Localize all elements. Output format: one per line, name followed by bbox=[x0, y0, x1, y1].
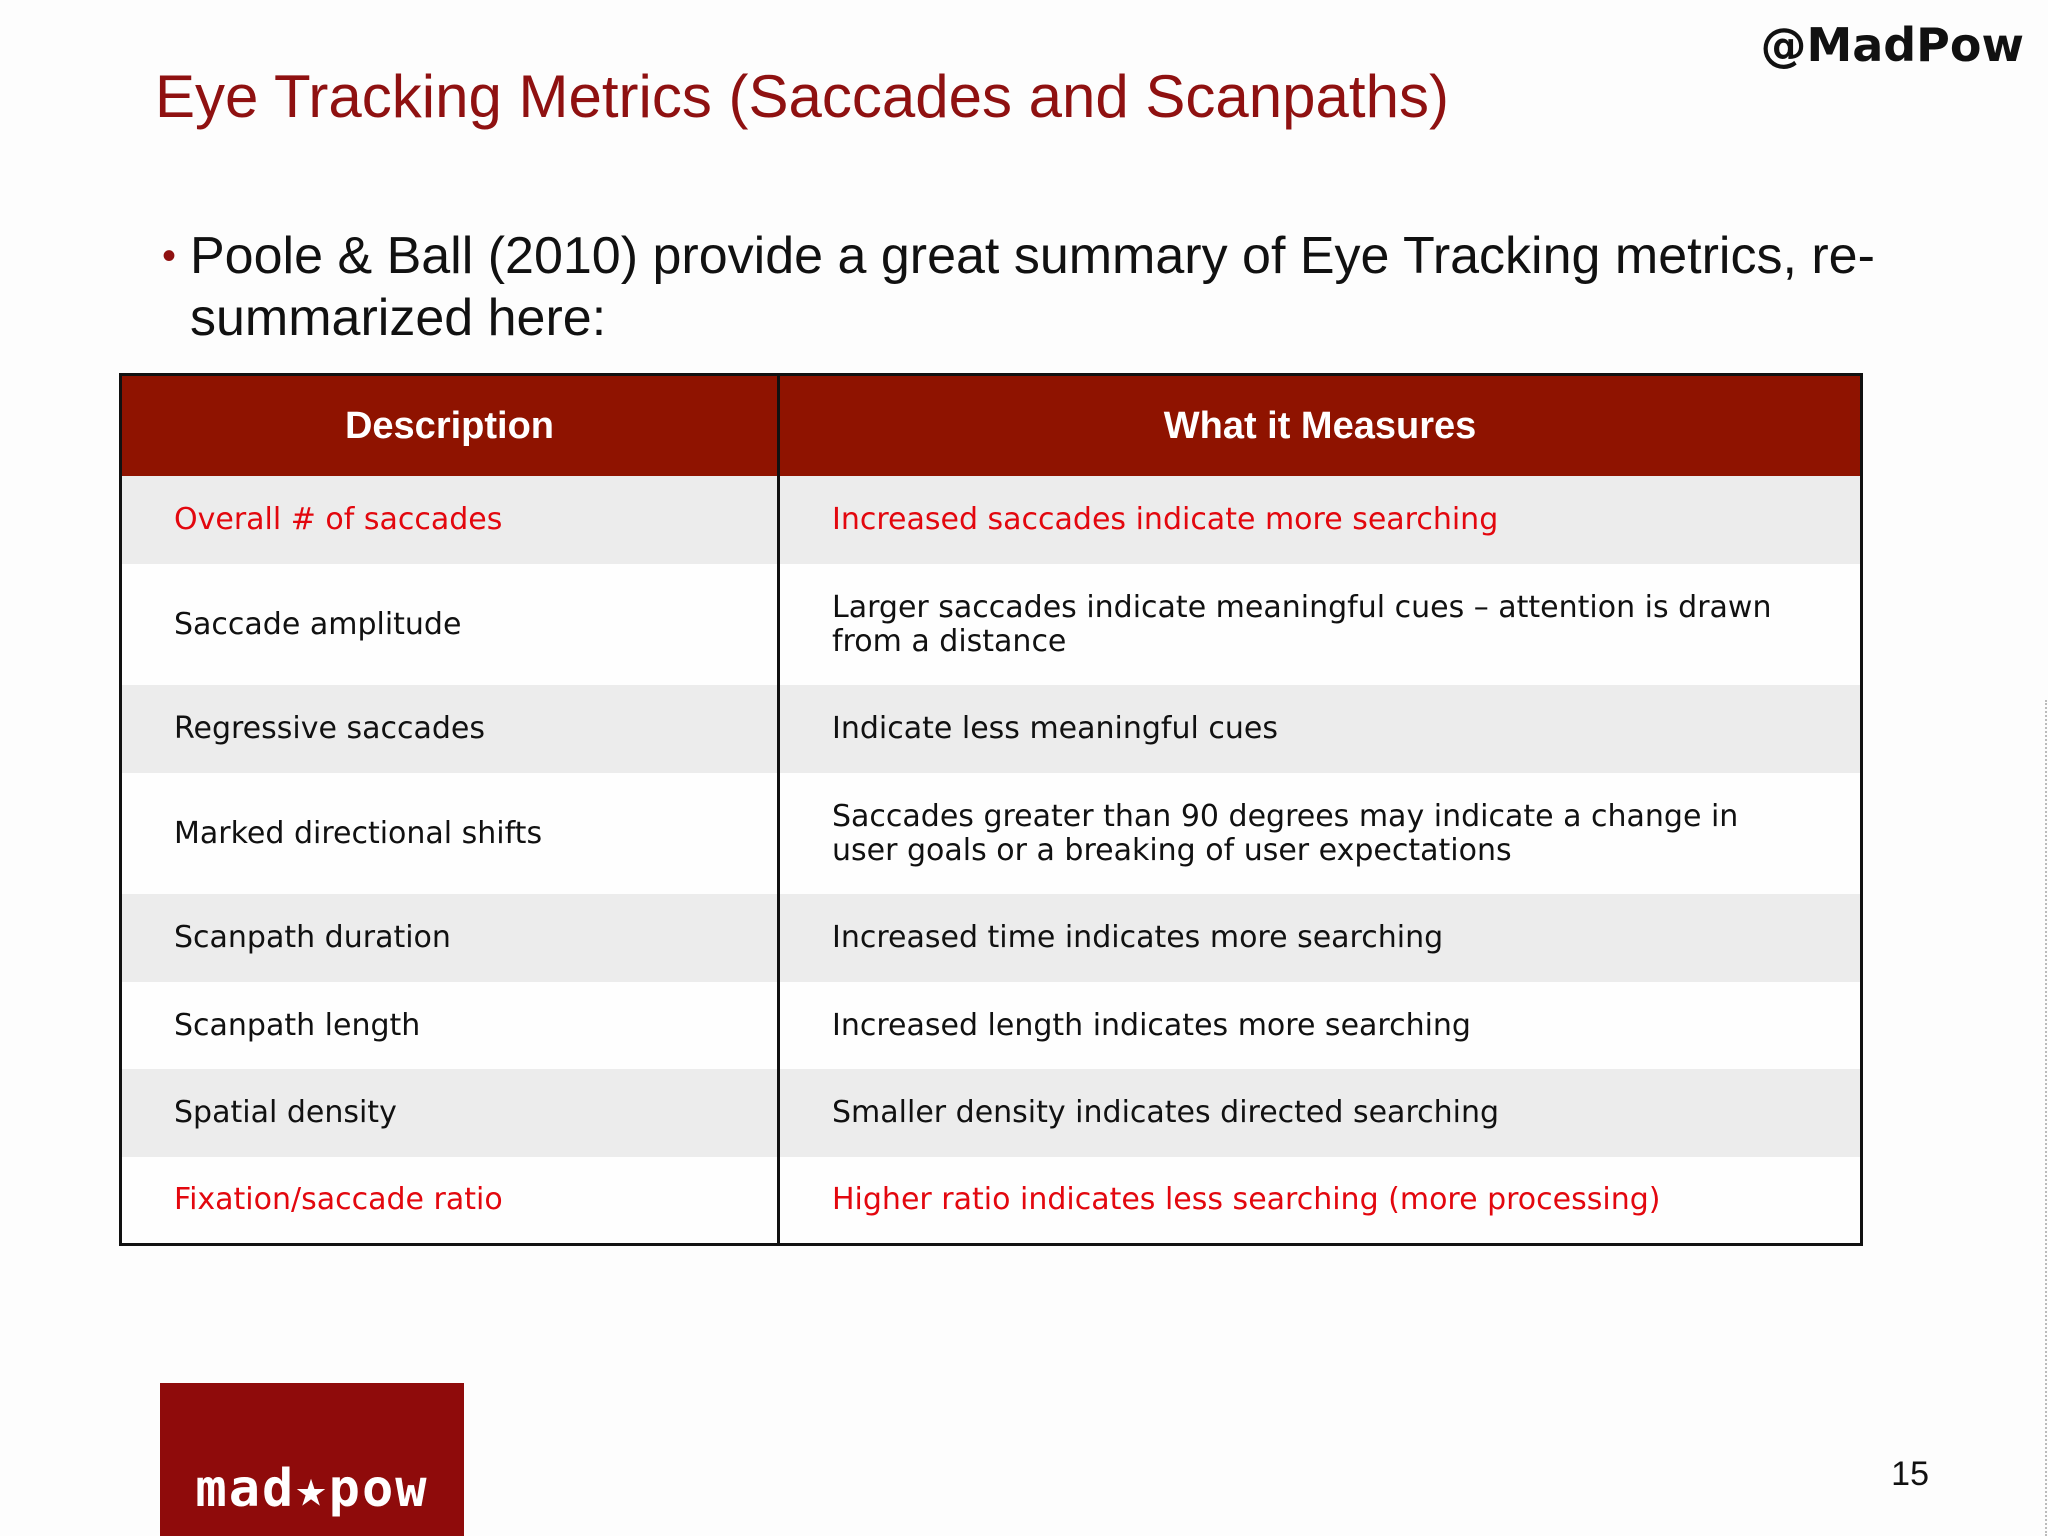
cell-measures: Higher ratio indicates less searching (more processing) bbox=[779, 1157, 1862, 1244]
table-header-row bbox=[121, 375, 1862, 477]
cell-measures: Indicate less meaningful cues bbox=[779, 685, 1862, 773]
twitter-handle: @MadPow bbox=[1760, 18, 2024, 72]
table-row bbox=[121, 564, 1862, 685]
header-description: Description bbox=[121, 375, 779, 477]
cell-description: Spatial density bbox=[121, 1069, 779, 1157]
cell-measures: Saccades greater than 90 degrees may indicate a change in user goals or a breaking of user expectations bbox=[779, 773, 1862, 894]
cell-description: Scanpath duration bbox=[121, 894, 779, 982]
cell-description: Marked directional shifts bbox=[121, 773, 779, 894]
cell-measures: Increased time indicates more searching bbox=[779, 894, 1862, 982]
header-what-it-measures: What it Measures bbox=[779, 375, 1862, 477]
madpow-logo bbox=[160, 1383, 464, 1536]
cell-description: Saccade amplitude bbox=[121, 564, 779, 685]
cell-measures: Increased saccades indicate more searching bbox=[779, 476, 1862, 564]
slide-title: Eye Tracking Metrics (Saccades and Scanpaths) bbox=[155, 63, 1449, 130]
page-number: 15 bbox=[1891, 1455, 1929, 1493]
table-row bbox=[121, 982, 1862, 1069]
cell-description: Fixation/saccade ratio bbox=[121, 1157, 779, 1244]
metrics-table bbox=[119, 373, 1863, 1246]
bullet-text: Poole & Ball (2010) provide a great summary of Eye Tracking metrics, re-summarized here: bbox=[190, 227, 1875, 347]
cell-description: Overall # of saccades bbox=[121, 476, 779, 564]
table-row bbox=[121, 773, 1862, 894]
page-edge-divider bbox=[2045, 700, 2047, 1536]
table-row bbox=[121, 1157, 1862, 1244]
cell-measures: Smaller density indicates directed searching bbox=[779, 1069, 1862, 1157]
bullet-point bbox=[162, 225, 1882, 349]
cell-measures: Larger saccades indicate meaningful cues – attention is drawn from a distance bbox=[779, 564, 1862, 685]
bullet-icon: • bbox=[162, 234, 177, 278]
table-row bbox=[121, 685, 1862, 773]
cell-description: Regressive saccades bbox=[121, 685, 779, 773]
table-row bbox=[121, 1069, 1862, 1157]
cell-measures: Increased length indicates more searching bbox=[779, 982, 1862, 1069]
logo-wordmark: mad★pow bbox=[195, 1459, 429, 1519]
table-row bbox=[121, 476, 1862, 564]
table-row bbox=[121, 894, 1862, 982]
cell-description: Scanpath length bbox=[121, 982, 779, 1069]
